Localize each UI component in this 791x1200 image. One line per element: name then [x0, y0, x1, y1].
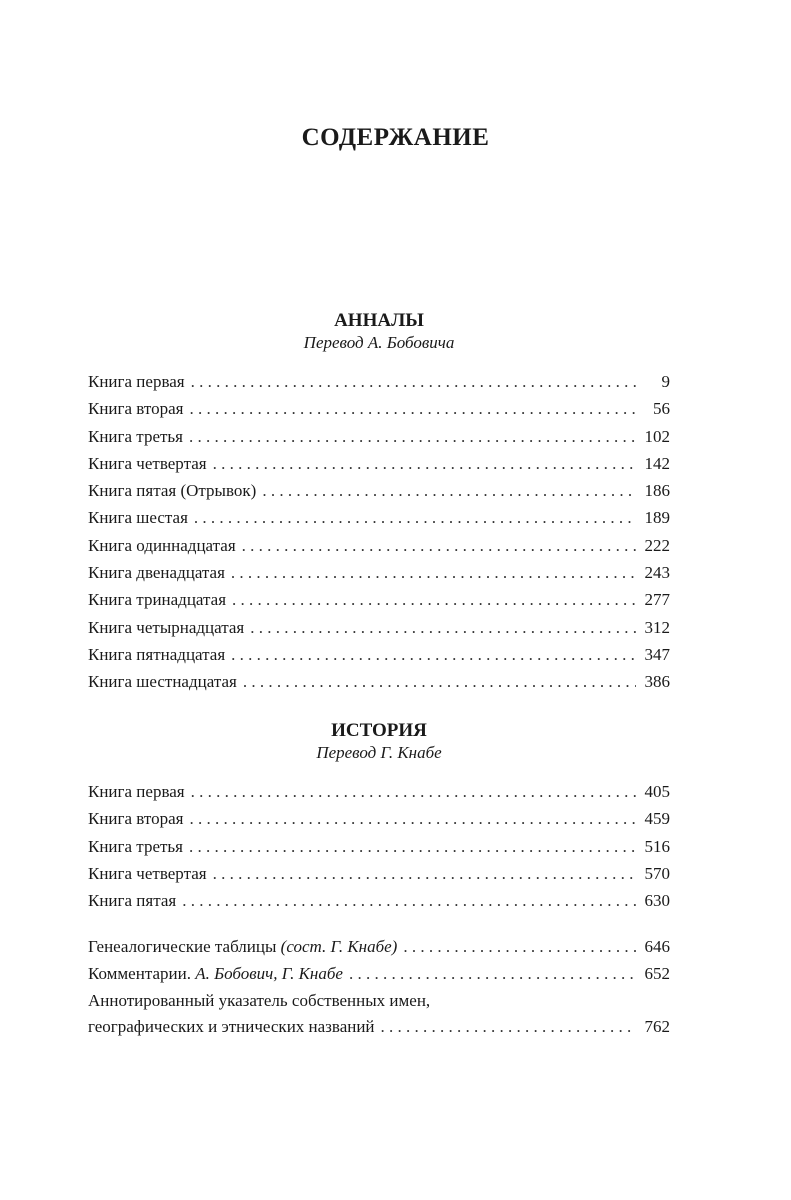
toc-entry-title: Книга тринадцатая: [88, 590, 227, 610]
appendix-section: [88, 933, 670, 1040]
dot-leader: [231, 641, 636, 668]
dot-leader: [213, 450, 636, 477]
toc-entry-title: Книга четвертая: [88, 453, 207, 473]
toc-row: [88, 395, 670, 422]
toc-row: [88, 668, 670, 695]
history-section: [88, 720, 670, 914]
toc-page-number: 630: [644, 891, 670, 911]
toc-entry-title: [88, 960, 349, 987]
toc-entry-title: Книга пятнадцатая: [88, 644, 226, 664]
annals-section: [88, 310, 670, 696]
toc-page-number: 102: [644, 426, 670, 446]
toc-entry-title: Книга третья: [88, 836, 183, 856]
dot-leader: [194, 504, 636, 531]
dot-leader: [232, 586, 636, 613]
dot-leader: [191, 368, 636, 395]
annals-toc-list: [88, 368, 670, 696]
dot-leader: [403, 933, 636, 960]
appendix-toc-list: [88, 933, 670, 1040]
toc-row-index: [88, 988, 670, 1040]
toc-entry-title: Книга вторая: [88, 809, 184, 829]
toc-entry-title: Книга шестая: [88, 508, 188, 528]
toc-row: [88, 559, 670, 586]
toc-row: [88, 887, 670, 914]
dot-leader: [189, 395, 636, 422]
dot-leader: [191, 778, 636, 805]
toc-entry-title: Книга пятая: [88, 891, 177, 911]
toc-row-commentary: [88, 960, 670, 987]
toc-row: [88, 532, 670, 559]
toc-page-number: 347: [644, 644, 670, 664]
commentary-note: А. Бобович, Г. Кнабе: [195, 964, 343, 984]
toc-row: [88, 778, 670, 805]
dot-leader: [189, 833, 636, 860]
toc-row: [88, 833, 670, 860]
toc-entry-title: Книга третья: [88, 426, 183, 446]
toc-entry-title: Книга первая: [88, 372, 185, 391]
annals-translator: Перевод А. Бобовича: [303, 333, 455, 352]
toc-row: [88, 641, 670, 668]
dot-leader: [182, 887, 636, 914]
toc-entry-title: Книга четвертая: [88, 863, 207, 883]
toc-row: [88, 504, 670, 531]
toc-page-number: 56: [653, 399, 670, 419]
dot-leader: [213, 860, 636, 887]
toc-page-number: 762: [644, 1016, 670, 1036]
dot-leader: [250, 614, 636, 641]
dot-leader: [381, 1014, 636, 1040]
toc-row: [88, 614, 670, 641]
toc-page-number: 646: [644, 937, 670, 956]
toc-page-number: 186: [644, 481, 670, 501]
dot-leader: [262, 477, 636, 504]
dot-leader: [231, 559, 636, 586]
toc-row: [88, 805, 670, 832]
annals-heading: АННАЛЫ: [334, 310, 424, 331]
toc-entry-title: Книга пятая (Отрывок): [88, 481, 257, 501]
history-toc-list: [88, 778, 670, 914]
toc-page-number: 189: [644, 508, 670, 528]
toc-row: [88, 450, 670, 477]
toc-page-number: 652: [644, 964, 670, 984]
toc-row-genealogy: [88, 933, 670, 960]
toc-entry-title: Книга вторая: [88, 399, 184, 419]
dot-leader: [189, 423, 636, 450]
toc-entry-title: Книга одиннадцатая: [88, 535, 236, 555]
toc-row: [88, 477, 670, 504]
toc-row: [88, 586, 670, 613]
toc-page-number: 222: [644, 535, 670, 555]
page-title: СОДЕРЖАНИЕ: [301, 124, 490, 151]
genealogy-note: (сост. Г. Кнабе): [280, 937, 398, 956]
toc-entry-title: Книга четырнадцатая: [88, 617, 245, 637]
toc-row: [88, 423, 670, 450]
toc-page-number: 459: [644, 809, 670, 829]
toc-entry-title: Книга первая: [88, 782, 185, 801]
genealogy-title: Генеалогические таблицы: [88, 937, 281, 956]
history-translator: Перевод Г. Кнабе: [316, 743, 442, 762]
toc-page-number: 570: [644, 863, 670, 883]
toc-page-number: 277: [644, 590, 670, 610]
toc-page-number: 9: [661, 372, 670, 391]
dot-leader: [349, 960, 636, 987]
toc-page-number: 516: [644, 836, 670, 856]
toc-entry-title: [88, 933, 403, 960]
dot-leader: [242, 532, 636, 559]
toc-row: [88, 368, 670, 395]
toc-entry-title: Книга двенадцатая: [88, 563, 225, 583]
history-heading: ИСТОРИЯ: [331, 720, 427, 741]
dot-leader: [189, 805, 636, 832]
toc-page-number: 312: [644, 617, 670, 637]
toc-row: [88, 860, 670, 887]
toc-page-number: 243: [644, 563, 670, 583]
toc-page-number: 405: [644, 782, 670, 801]
dot-leader: [243, 668, 636, 695]
index-title-line2: географических и этнических названий: [88, 1016, 375, 1036]
toc-page-number: 386: [644, 672, 670, 692]
index-title-line2-row: [88, 1014, 670, 1040]
toc-entry-title: Книга шестнадцатая: [88, 672, 237, 692]
index-title-line1: Аннотированный указатель собственных имен,: [88, 990, 431, 1010]
toc-page-number: 142: [644, 453, 670, 473]
commentary-title: Комментарии.: [88, 964, 196, 984]
